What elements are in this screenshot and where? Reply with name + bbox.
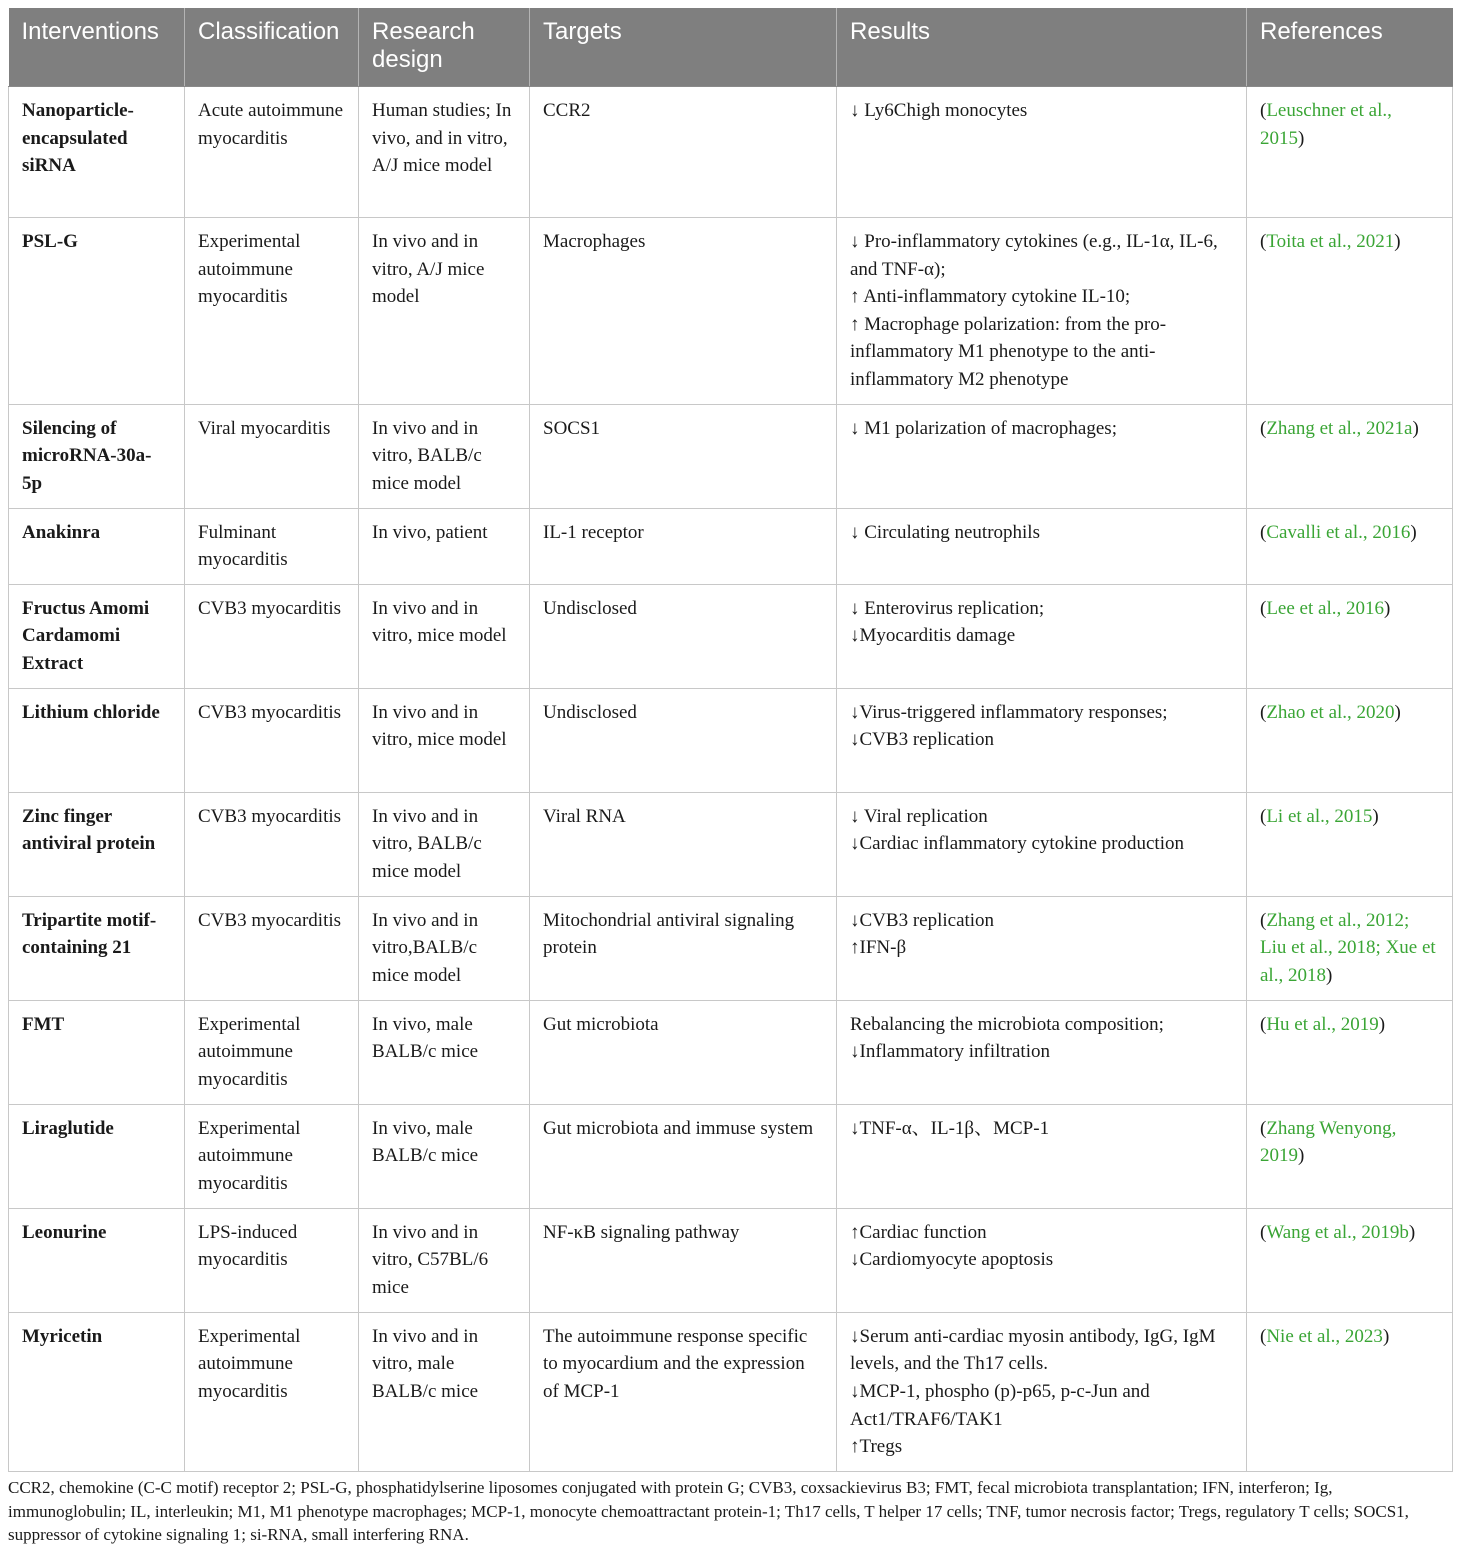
intervention-cell (9, 1208, 185, 1312)
reference-link[interactable]: (Zhao et al., 2020) (1260, 701, 1401, 723)
reference-link[interactable]: (Zhang et al., 2021a) (1260, 417, 1419, 439)
classification-text: Experimental autoimmune myocarditis (198, 231, 301, 308)
targets-text: Macrophages (543, 231, 646, 252)
targets-cell (530, 218, 837, 405)
targets-cell (530, 1312, 837, 1471)
classification-cell (185, 688, 359, 792)
table-row (9, 1208, 1453, 1312)
reference-link[interactable]: (Li et al., 2015) (1260, 805, 1379, 827)
result-line: ↑ Anti-inflammatory cytokine IL-10; (850, 286, 1131, 308)
intervention-text: Anakinra (22, 521, 101, 543)
result-line: ↓Cardiac inflammatory cytokine production (850, 833, 1184, 855)
targets-cell (530, 1000, 837, 1104)
research-design-text: In vivo and in vitro, A/J mice model (372, 231, 485, 308)
results-cell (837, 1312, 1247, 1471)
research-design-text: Human studies; In vivo, and in vitro, A/J mice model (372, 100, 512, 177)
targets-text: Viral RNA (543, 805, 626, 827)
research-design-cell (359, 584, 530, 688)
reference-link[interactable]: (Zhang et al., 2012; Liu et al., 2018; Xue et al., 2018) (1260, 909, 1436, 986)
research-design-text: In vivo, patient (372, 521, 488, 543)
result-line: ↓ Ly6Chigh monocytes (850, 100, 1028, 121)
result-line: ↑ Macrophage polarization: from the pro-inflammatory M1 phenotype to the anti-inflammatory M2 phenotype (850, 313, 1167, 390)
intervention-text: Fructus Amomi Cardamomi Extract (22, 597, 150, 674)
classification-cell (185, 1208, 359, 1312)
research-design-cell (359, 896, 530, 1000)
targets-text: NF-κB signaling pathway (543, 1221, 740, 1243)
result-line: ↓Virus-triggered inflammatory responses; (850, 701, 1168, 723)
header-results: Results (837, 8, 1247, 87)
references-cell (1247, 584, 1453, 688)
classification-cell (185, 792, 359, 896)
result-line: ↑Cardiac function (850, 1221, 987, 1243)
targets-cell (530, 688, 837, 792)
result-line: ↓Inflammatory infiltration (850, 1041, 1050, 1063)
intervention-cell (9, 404, 185, 508)
research-design-text: In vivo and in vitro, BALB/c mice model (372, 417, 482, 494)
classification-text: CVB3 myocarditis (198, 597, 342, 619)
research-design-cell (359, 404, 530, 508)
intervention-cell (9, 87, 185, 218)
reference-link[interactable]: (Hu et al., 2019) (1260, 1013, 1386, 1035)
research-design-cell (359, 508, 530, 584)
references-cell (1247, 508, 1453, 584)
classification-cell (185, 218, 359, 405)
research-design-text: In vivo and in vitro, mice model (372, 597, 507, 647)
intervention-text: Silencing of microRNA-30a-5p (22, 417, 152, 494)
targets-text: CCR2 (543, 100, 591, 121)
references-cell (1247, 792, 1453, 896)
research-design-cell (359, 1208, 530, 1312)
research-design-text: In vivo and in vitro, BALB/c mice model (372, 805, 482, 882)
result-line: ↓ Viral replication (850, 805, 988, 827)
reference-link[interactable]: (Lee et al., 2016) (1260, 597, 1391, 619)
classification-text: Experimental autoimmune myocarditis (198, 1325, 301, 1402)
classification-text: Experimental autoimmune myocarditis (198, 1013, 301, 1090)
intervention-text: Leonurine (22, 1221, 107, 1243)
table-row (9, 584, 1453, 688)
result-line: ↑IFN-β (850, 937, 907, 959)
table-row (9, 1000, 1453, 1104)
reference-link[interactable]: (Toita et al., 2021) (1260, 231, 1401, 252)
references-cell (1247, 688, 1453, 792)
classification-cell (185, 508, 359, 584)
results-cell (837, 584, 1247, 688)
classification-text: CVB3 myocarditis (198, 909, 342, 931)
targets-text: Undisclosed (543, 597, 637, 619)
research-design-text: In vivo, male BALB/c mice (372, 1117, 479, 1167)
research-design-text: In vivo and in vitro, male BALB/c mice (372, 1325, 479, 1402)
references-cell (1247, 1208, 1453, 1312)
result-line: ↓ Circulating neutrophils (850, 521, 1040, 543)
classification-text: Acute autoimmune myocarditis (198, 100, 344, 149)
table-row (9, 688, 1453, 792)
classification-cell (185, 896, 359, 1000)
classification-cell (185, 404, 359, 508)
table-row (9, 1104, 1453, 1208)
result-line: ↓Serum anti-cardiac myosin antibody, IgG, IgM levels, and the Th17 cells. (850, 1325, 1216, 1375)
results-cell (837, 896, 1247, 1000)
references-cell (1247, 404, 1453, 508)
intervention-text: Tripartite motif-containing 21 (22, 909, 157, 959)
targets-cell (530, 404, 837, 508)
intervention-cell (9, 896, 185, 1000)
references-cell (1247, 218, 1453, 405)
table-row (9, 404, 1453, 508)
classification-text: CVB3 myocarditis (198, 805, 342, 827)
results-cell (837, 1104, 1247, 1208)
targets-cell (530, 584, 837, 688)
result-line: ↓ Enterovirus replication; (850, 597, 1045, 619)
result-line: Rebalancing the microbiota composition; (850, 1013, 1164, 1035)
results-cell (837, 688, 1247, 792)
intervention-text: PSL-G (22, 231, 78, 252)
result-line: ↑Tregs (850, 1436, 903, 1458)
targets-cell (530, 1104, 837, 1208)
classification-text: Experimental autoimmune myocarditis (198, 1117, 301, 1194)
references-cell (1247, 1104, 1453, 1208)
table-row (9, 508, 1453, 584)
classification-text: Viral myocarditis (198, 417, 331, 439)
research-design-cell (359, 792, 530, 896)
research-design-cell (359, 218, 530, 405)
research-design-text: In vivo and in vitro, C57BL/6 mice (372, 1221, 489, 1298)
header-references: References (1247, 8, 1453, 87)
table-header-row (9, 8, 1453, 87)
reference-link[interactable]: (Wang et al., 2019b) (1260, 1221, 1416, 1243)
targets-cell (530, 1208, 837, 1312)
intervention-text: Liraglutide (22, 1117, 114, 1139)
result-line: ↓CVB3 replication (850, 909, 995, 931)
reference-link[interactable]: (Cavalli et al., 2016) (1260, 521, 1417, 543)
targets-text: Gut microbiota and immuse system (543, 1117, 814, 1139)
classification-cell (185, 1000, 359, 1104)
table-row (9, 792, 1453, 896)
intervention-cell (9, 508, 185, 584)
header-research-design: Research design (359, 8, 530, 87)
research-design-cell (359, 688, 530, 792)
research-design-cell (359, 87, 530, 218)
research-design-text: In vivo and in vitro, mice model (372, 701, 507, 751)
references-cell (1247, 1000, 1453, 1104)
results-cell (837, 1208, 1247, 1312)
intervention-text: Nanoparticle-encapsulated siRNA (22, 100, 134, 177)
research-design-cell (359, 1312, 530, 1471)
intervention-text: Lithium chloride (22, 701, 160, 723)
results-cell (837, 792, 1247, 896)
results-cell (837, 404, 1247, 508)
targets-text: The autoimmune response specific to myocardium and the expression of MCP-1 (543, 1325, 808, 1402)
targets-cell (530, 792, 837, 896)
result-line: ↓CVB3 replication (850, 729, 995, 751)
interventions-table (8, 8, 1453, 1472)
targets-cell (530, 87, 837, 218)
classification-text: Fulminant myocarditis (198, 521, 288, 571)
research-design-cell (359, 1104, 530, 1208)
table-row (9, 218, 1453, 405)
reference-link[interactable]: (Nie et al., 2023) (1260, 1325, 1390, 1347)
intervention-text: FMT (22, 1013, 65, 1035)
targets-cell (530, 896, 837, 1000)
research-design-cell (359, 1000, 530, 1104)
intervention-cell (9, 1000, 185, 1104)
intervention-cell (9, 688, 185, 792)
targets-text: Gut microbiota (543, 1013, 659, 1035)
classification-cell (185, 1312, 359, 1471)
header-targets: Targets (530, 8, 837, 87)
intervention-cell (9, 1104, 185, 1208)
results-cell (837, 218, 1247, 405)
intervention-cell (9, 218, 185, 405)
result-line: ↓MCP-1, phospho (p)-p65, p-c-Jun and Act1/TRAF6/TAK1 (850, 1380, 1150, 1430)
targets-text: SOCS1 (543, 417, 601, 439)
result-line: ↓TNF-α、IL-1β、MCP-1 (850, 1117, 1050, 1139)
results-cell (837, 1000, 1247, 1104)
intervention-cell (9, 792, 185, 896)
results-cell (837, 508, 1247, 584)
targets-text: IL-1 receptor (543, 521, 644, 543)
table-body (9, 87, 1453, 1472)
results-cell (837, 87, 1247, 218)
classification-cell (185, 1104, 359, 1208)
targets-cell (530, 508, 837, 584)
references-cell (1247, 87, 1453, 218)
table-row (9, 87, 1453, 218)
header-classification: Classification (185, 8, 359, 87)
research-design-text: In vivo, male BALB/c mice (372, 1013, 479, 1063)
references-cell (1247, 1312, 1453, 1471)
result-line: ↓ M1 polarization of macrophages; (850, 417, 1117, 439)
research-design-text: In vivo and in vitro,BALB/c mice model (372, 909, 479, 986)
result-line: ↓Myocarditis damage (850, 625, 1016, 647)
intervention-text: Zinc finger antiviral protein (22, 805, 156, 855)
intervention-cell (9, 584, 185, 688)
classification-cell (185, 584, 359, 688)
targets-text: Undisclosed (543, 701, 637, 723)
intervention-text: Myricetin (22, 1325, 103, 1347)
header-interventions: Interventions (9, 8, 185, 87)
classification-text: CVB3 myocarditis (198, 701, 342, 723)
table-footnote: CCR2, chemokine (C-C motif) receptor 2; PSL-G, phosphatidylserine liposomes conjugated with protein G; CVB3, coxsackievirus B3; FMT, fecal microbiota transplantation; IFN, interferon; Ig, immunoglobulin; IL, interleukin; M1, M1 phenotype macrophages; MCP-1, monocyte chemoattractant protein-1; Th17 cells, T helper 17 cells; TNF, tumor necrosis factor; Tregs, regulatory T cells; SOCS1, suppressor of cytokine signaling 1; si-RNA, small interfering RNA. (8, 1478, 1409, 1544)
result-line: ↓ Pro-inflammatory cytokines (e.g., IL-1α, IL-6, and TNF-α); (850, 231, 1218, 280)
table-row (9, 896, 1453, 1000)
result-line: ↓Cardiomyocyte apoptosis (850, 1249, 1054, 1271)
table-row (9, 1312, 1453, 1471)
targets-text: Mitochondrial antiviral signaling protein (543, 909, 795, 959)
reference-link[interactable]: (Leuschner et al., 2015) (1260, 100, 1392, 149)
intervention-cell (9, 1312, 185, 1471)
classification-cell (185, 87, 359, 218)
classification-text: LPS-induced myocarditis (198, 1221, 298, 1271)
reference-link[interactable]: (Zhang Wenyong, 2019) (1260, 1117, 1397, 1167)
references-cell (1247, 896, 1453, 1000)
